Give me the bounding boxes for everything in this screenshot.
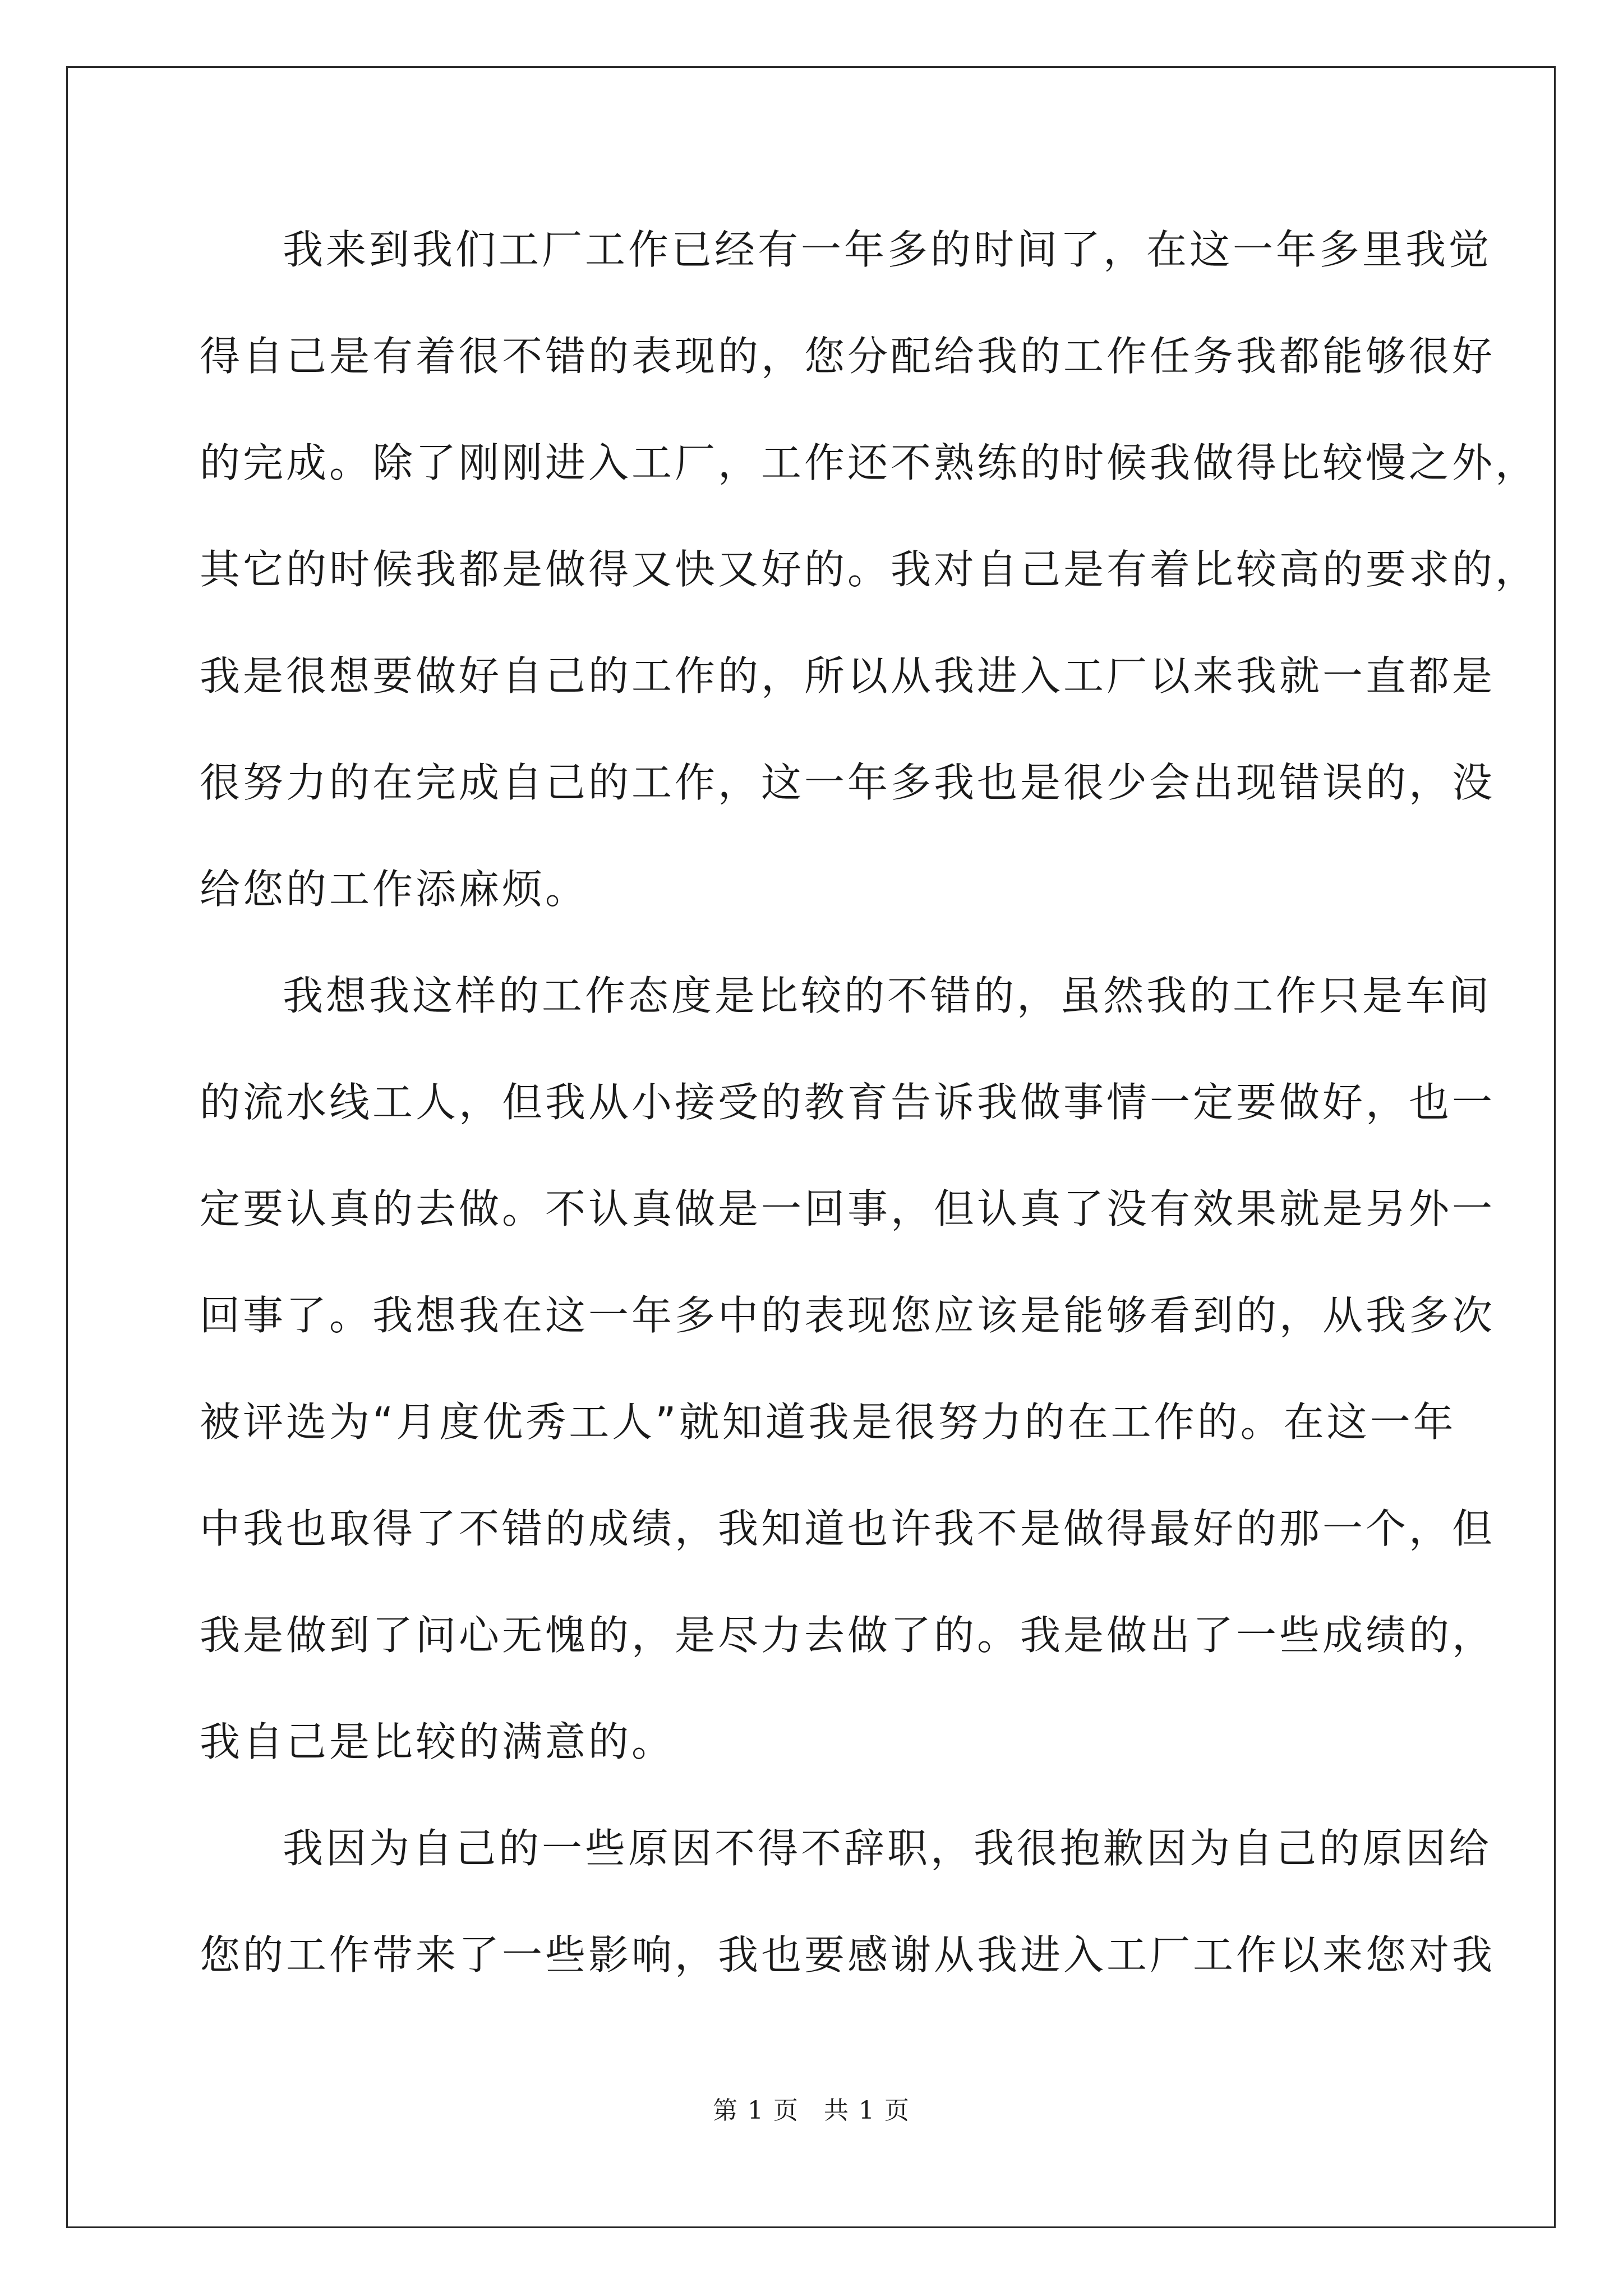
paragraph-1-line-6: 很努力的在完成自己的工作，这一年多我也是很少会出现错误的，没 <box>200 759 1496 806</box>
paragraph-2-line-2: 的流水线工人，但我从小接受的教育告诉我做事情一定要做好，也一 <box>200 1079 1496 1126</box>
paragraph-3-line-1: 我因为自己的一些原因不得不辞职，我很抱歉因为自己的原因给 <box>283 1825 1492 1872</box>
paragraph-3-line-2: 您的工作带来了一些影响，我也要感谢从我进入工厂工作以来您对我 <box>200 1931 1496 1978</box>
paragraph-2-line-8: 我自己是比较的满意的。 <box>200 1718 675 1765</box>
page-number: 第 1 页 <box>713 2096 799 2125</box>
paragraph-2-line-7: 我是做到了问心无愧的，是尽力去做了的。我是做出了一些成绩的， <box>200 1612 1496 1659</box>
document-body <box>200 216 1539 2028</box>
paragraph-1-line-2: 得自己是有着很不错的表现的，您分配给我的工作任务我都能够很好 <box>200 333 1496 380</box>
paragraph-2-line-1: 我想我这样的工作态度是比较的不错的，虽然我的工作只是车间 <box>283 972 1492 1019</box>
paragraph-1-line-5: 我是很想要做好自己的工作的，所以从我进入工厂以来我就一直都是 <box>200 652 1496 700</box>
page-footer <box>0 2090 1623 2126</box>
paragraph-1-line-1: 我来到我们工厂工作已经有一年多的时间了，在这一年多里我觉 <box>283 226 1492 273</box>
paragraph-1-line-3: 的完成。除了刚刚进入工厂，工作还不熟练的时候我做得比较慢之外， <box>200 439 1539 486</box>
paragraph-1-line-4: 其它的时候我都是做得又快又好的。我对自己是有着比较高的要求的， <box>200 546 1539 593</box>
total-pages: 共 1 页 <box>824 2096 910 2125</box>
paragraph-2-line-6: 中我也取得了不错的成绩，我知道也许我不是做得最好的那一个，但 <box>200 1505 1496 1552</box>
paragraph-2-line-3: 定要认真的去做。不认真做是一回事，但认真了没有效果就是另外一 <box>200 1185 1496 1232</box>
paragraph-2-line-4: 回事了。我想我在这一年多中的表现您应该是能够看到的，从我多次 <box>200 1292 1496 1339</box>
paragraph-1-line-7: 给您的工作添麻烦。 <box>200 866 589 913</box>
paragraph-2-line-5: 被评选为“月度优秀工人”就知道我是很努力的在工作的。在这一年 <box>200 1398 1456 1446</box>
